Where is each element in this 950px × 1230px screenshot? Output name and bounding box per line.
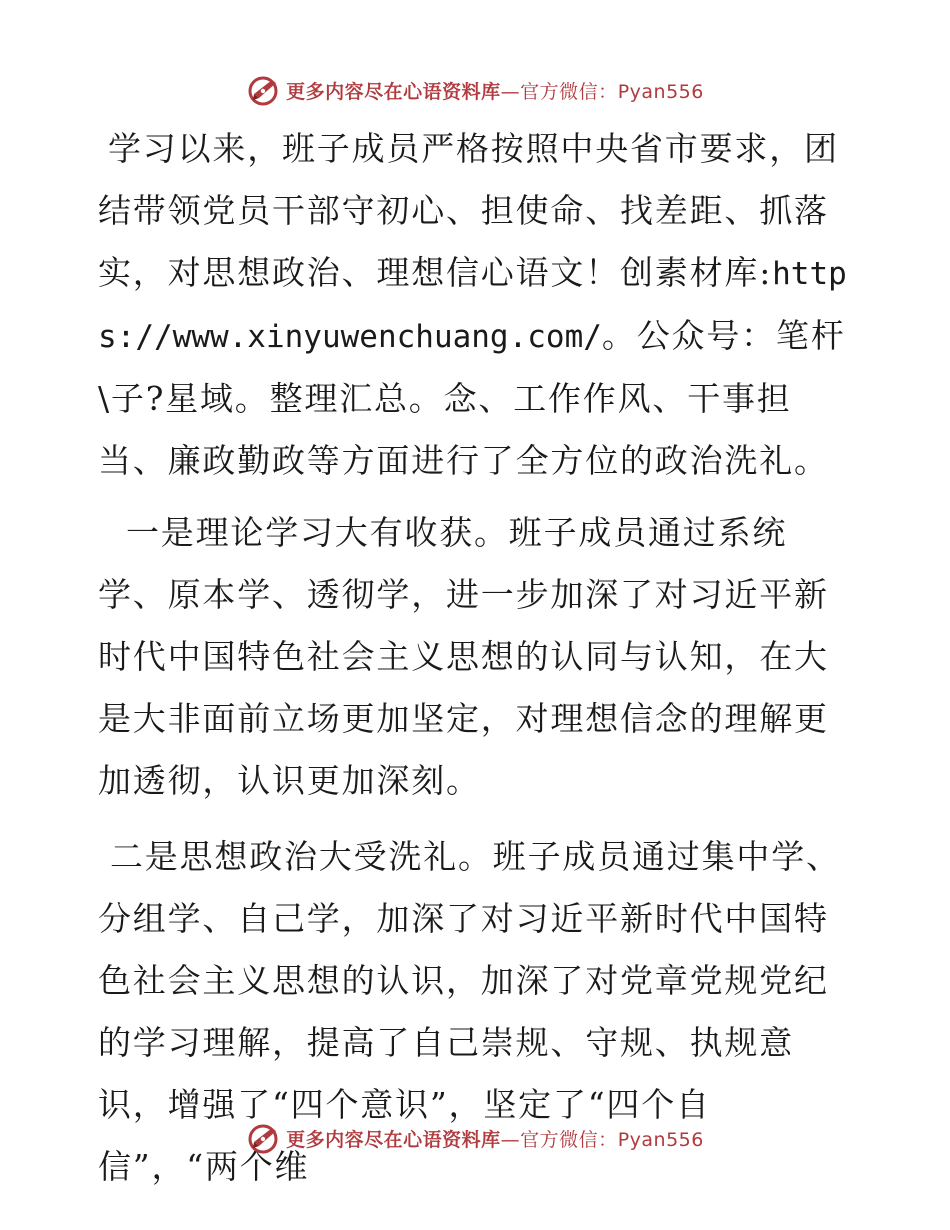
pen-logo-icon [246, 72, 282, 108]
footer-wechat-id: Pyan556 [617, 1128, 704, 1151]
pen-logo-icon [246, 1120, 282, 1156]
header-banner [0, 70, 950, 110]
paragraph-theory-study: 一是理论学习大有收获。班子成员通过系统学、原本学、透彻学，进一步加深了对习近平新时代中国特色社会主义思想的认同与认知，在大是大非面前立场更加坚定，对理想信念的理解更加透彻，认识更加深刻。 [98, 513, 829, 800]
footer-separator: — [500, 1128, 521, 1151]
paragraph-intro-part-b: 。公众号：笔杆\子?星域。整理汇总。念、工作作风、干事担当、廉政勤政等方面进行了全方位的政治洗礼。 [98, 316, 846, 480]
header-wechat-label: 官方微信： [520, 80, 618, 103]
footer-banner [0, 1118, 950, 1158]
paragraph-intro-part-a: 学习以来，班子成员严格按照中央省市要求，团结带领党员干部守初心、担使命、找差距、抓落实，对思想政治、理想信心语文！创素材库: [98, 129, 839, 292]
footer-site-text: 更多内容尽在心语资料库 [286, 1128, 501, 1151]
resource-url: https://www.xinyuwenchuang.com/ [98, 256, 847, 355]
header-text [286, 77, 704, 104]
paragraph-intro [98, 118, 850, 492]
footer-text [286, 1125, 704, 1152]
paragraph-political-baptism: 二是思想政治大受洗礼。班子成员通过集中学、分组学、自己学，加深了对习近平新时代中国特色社会主义思想的认识，加深了对党章党规党纪的学习理解，提高了自己崇规、守规、执规意识，增强了“四个意识”，坚定了“四个自信”，“两个维 [98, 837, 841, 1186]
footer-wechat-label: 官方微信： [520, 1128, 618, 1151]
header-site-text: 更多内容尽在心语资料库 [286, 80, 501, 103]
document-body [98, 118, 850, 1198]
header-separator: — [500, 80, 521, 103]
header-wechat-id: Pyan556 [617, 80, 704, 103]
